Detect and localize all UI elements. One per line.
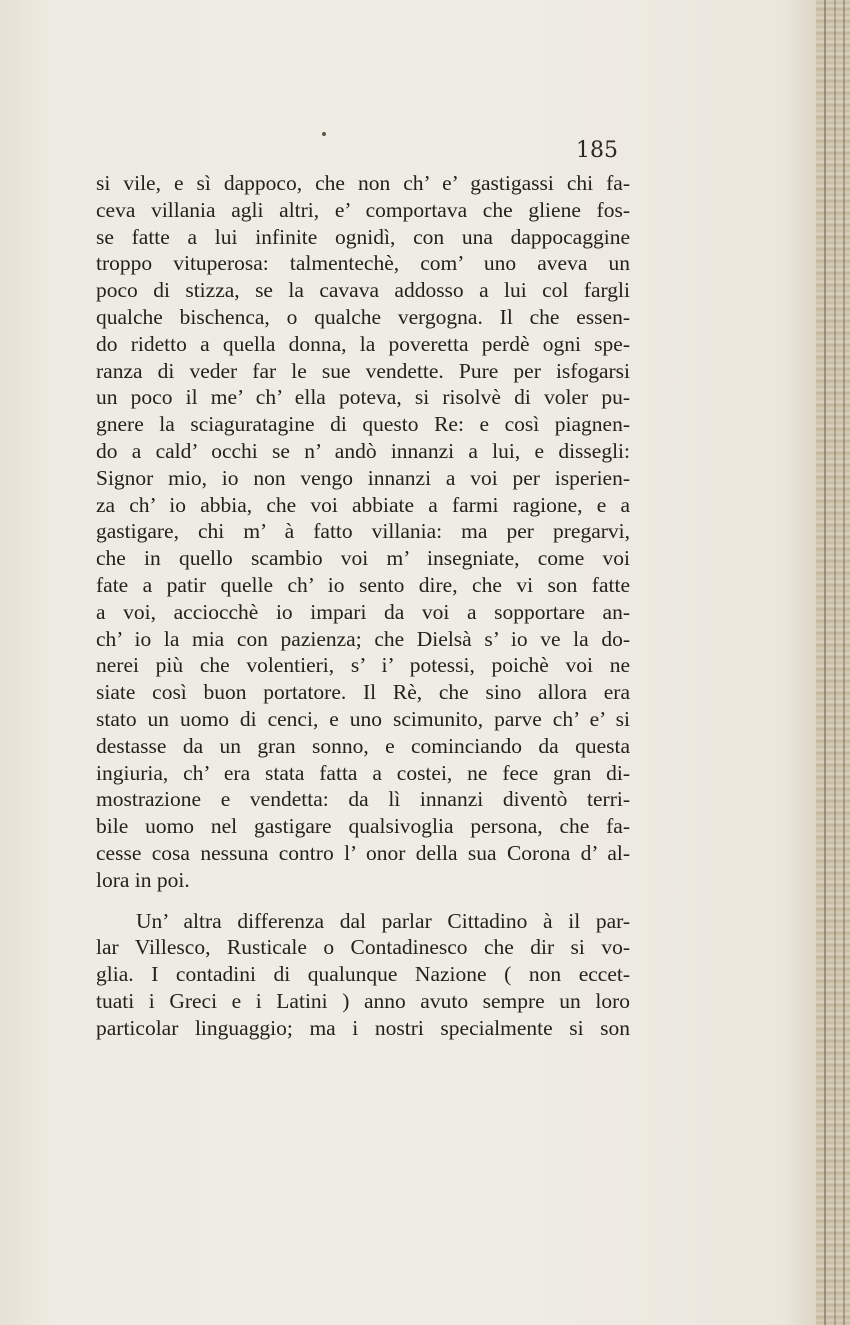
text-line: particolar linguaggio; ma i nostri specialmente si son (96, 1015, 630, 1040)
text-line: nerei più che volentieri, s’ i’ potessi, poichè voi ne (96, 653, 630, 678)
text-line: ranza di veder far le sue vendette. Pure per isfogarsi (96, 358, 630, 383)
text-line: glia. I contadini di qualunque Nazione ( non eccet- (96, 962, 630, 987)
text-line: ceva villania agli altri, e’ comportava che gliene fos- (96, 197, 630, 222)
text-line: bile uomo nel gastigare qualsivoglia persona, che fa- (96, 814, 630, 839)
text-line: destasse da un gran sonno, e cominciando da questa (96, 733, 630, 758)
text-line: gnere la sciaguratagine di questo Re: e così piagnen- (96, 412, 630, 437)
text-line: Un’ altra differenza dal parlar Cittadino à il par- (136, 908, 630, 933)
text-line: gastigare, chi m’ à fatto villania: ma per pregarvi, (96, 519, 630, 544)
text-line: un poco il me’ ch’ ella poteva, si risolvè di voler pu- (96, 385, 630, 410)
body-text (96, 170, 630, 1042)
text-line: za ch’ io abbia, che voi abbiate a farmi ragione, e a (96, 492, 630, 517)
text-line: lar Villesco, Rusticale o Contadinesco che dir si vo- (96, 935, 630, 960)
text-line: troppo vituperosa: talmentechè, com’ uno aveva un (96, 251, 630, 276)
text-line: a voi, acciocchè io impari da voi a sopportare an- (96, 599, 630, 624)
page-number: 185 (576, 138, 618, 163)
text-line: che in quello scambio voi m’ insegniate, come voi (96, 546, 630, 571)
text-line: poco di stizza, se la cavava addosso a lui col fargli (96, 278, 630, 303)
paragraph-gap (96, 894, 630, 908)
text-line: ingiuria, ch’ era stata fatta a costei, ne fece gran di- (96, 760, 630, 785)
text-line: mostrazione e vendetta: da lì innanzi diventò terri- (96, 787, 630, 812)
text-line: se fatte a lui infinite ognidì, con una dappocaggine (96, 224, 630, 249)
text-line: Signor mio, io non vengo innanzi a voi per isperien- (96, 465, 630, 490)
ink-speck (322, 132, 326, 136)
text-line: lora in poi. (96, 867, 190, 892)
text-line: si vile, e sì dappoco, che non ch’ e’ gastigassi chi fa- (96, 171, 630, 195)
text-line: ch’ io la mia con pazienza; che Dielsà s’ io ve la do- (96, 626, 630, 651)
text-line: tuati i Greci e i Latini ) anno avuto sempre un loro (96, 988, 630, 1013)
page-edge (816, 0, 850, 1325)
text-line: qualche bischenca, o qualche vergogna. Il che essen- (96, 304, 630, 329)
text-line: do ridetto a quella donna, la poveretta perdè ogni spe- (96, 331, 630, 356)
text-line: siate così buon portatore. Il Rè, che sino allora era (96, 680, 630, 705)
text-line: stato un uomo di cenci, e uno scimunito, parve ch’ e’ si (96, 706, 630, 731)
text-line: do a cald’ occhi se n’ andò innanzi a lui, e dissegli: (96, 438, 630, 463)
text-line: cesse cosa nessuna contro l’ onor della sua Corona d’ al- (96, 840, 630, 865)
text-line: fate a patir quelle ch’ io sento dire, che vi son fatte (96, 572, 630, 597)
